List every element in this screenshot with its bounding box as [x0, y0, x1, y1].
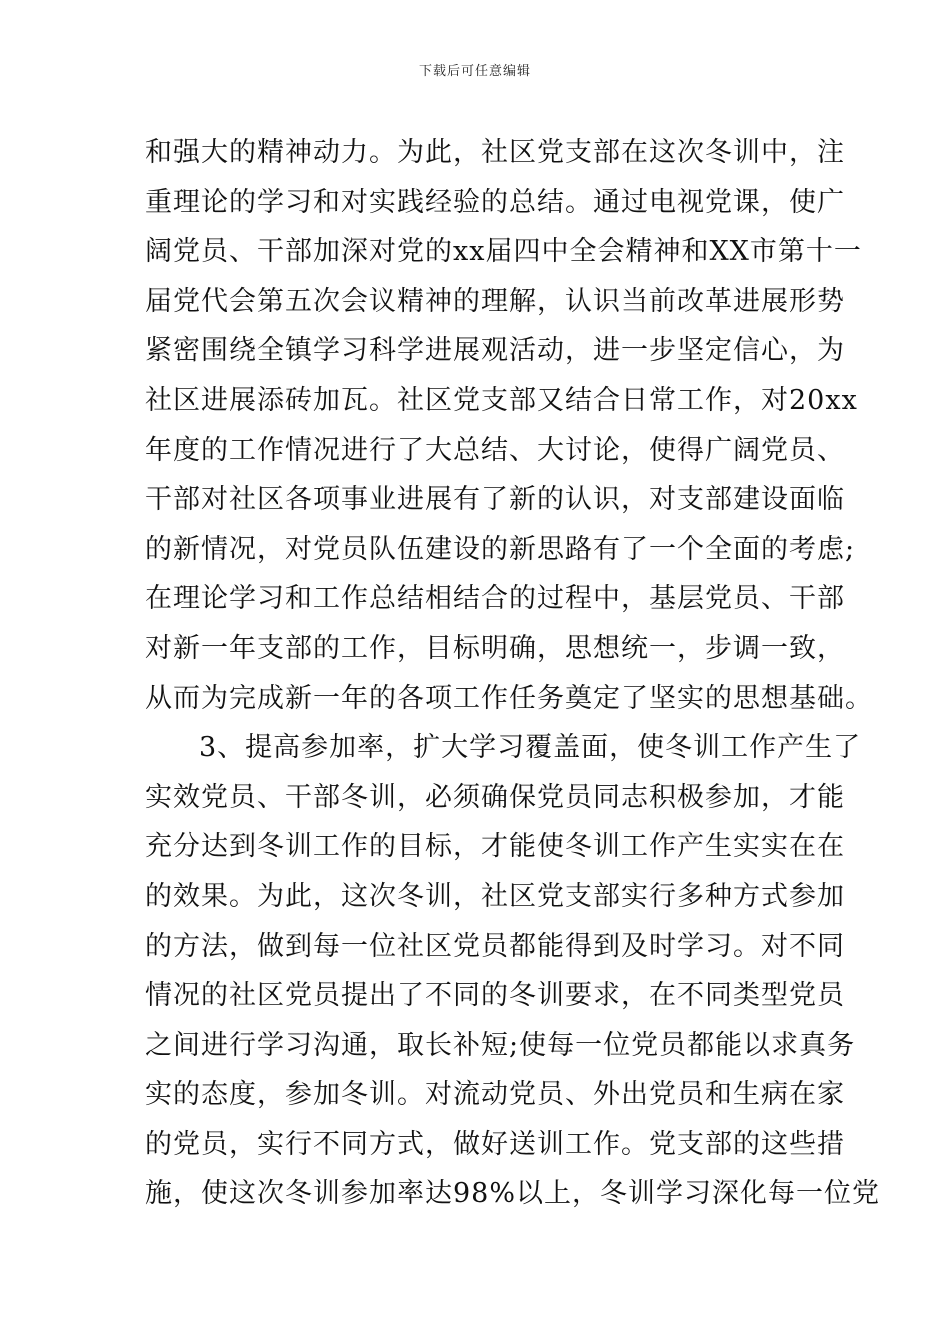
- text-line: 阔党员、干部加深对党的xx届四中全会精神和XX市第十一: [145, 236, 862, 268]
- text-line: 充分达到冬训工作的目标，才能使冬训工作产生实实在在: [145, 831, 845, 863]
- document-body: [145, 128, 881, 1219]
- text-line: 在理论学习和工作总结相结合的过程中，基层党员、干部: [145, 583, 845, 615]
- text-line: 之间进行学习沟通，取长补短;使每一位党员都能以求真务: [145, 1029, 856, 1061]
- text-line: 社区进展添砖加瓦。社区党支部又结合日常工作，对20xx: [145, 384, 858, 416]
- page-header: 下载后可任意编辑: [418, 64, 531, 79]
- text-line: 实的态度，参加冬训。对流动党员、外出党员和生病在家: [145, 1079, 845, 1111]
- text-line: 实效党员、干部冬训，必须确保党员同志积极参加，才能: [145, 781, 845, 813]
- text-line: 情况的社区党员提出了不同的冬训要求，在不同类型党员: [145, 980, 845, 1012]
- text-line: 干部对社区各项事业进展有了新的认识，对支部建设面临: [145, 484, 845, 516]
- text-line: 的党员，实行不同方式，做好送训工作。党支部的这些措: [145, 1128, 845, 1160]
- text-line: 年度的工作情况进行了大总结、大讨论，使得广阔党员、: [145, 434, 845, 466]
- text-line: 重理论的学习和对实践经验的总结。通过电视党课，使广: [145, 186, 845, 218]
- text-line: 的效果。为此，这次冬训，社区党支部实行多种方式参加: [145, 880, 845, 912]
- text-line: 和强大的精神动力。为此，社区党支部在这次冬训中，注: [145, 137, 845, 168]
- text-line: 3、提高参加率，扩大学习覆盖面，使冬训工作产生了: [199, 732, 862, 764]
- text-line: 从而为完成新一年的各项工作任务奠定了坚实的思想基础。: [145, 682, 873, 714]
- text-line: 的新情况，对党员队伍建设的新思路有了一个全面的考虑;: [145, 533, 856, 565]
- text-line: 届党代会第五次会议精神的理解，认识当前改革进展形势: [145, 285, 845, 317]
- text-line: 的方法，做到每一位社区党员都能得到及时学习。对不同: [145, 930, 845, 962]
- paragraph-1: [145, 128, 873, 723]
- text-line: 对新一年支部的工作，目标明确，思想统一，步调一致，: [145, 632, 845, 664]
- text-line: 施，使这次冬训参加率达98%以上，冬训学习深化每一位党: [145, 1178, 881, 1210]
- text-line: 紧密围绕全镇学习科学进展观活动，进一步坚定信心，为: [145, 335, 845, 367]
- paragraph-2: [145, 723, 881, 1219]
